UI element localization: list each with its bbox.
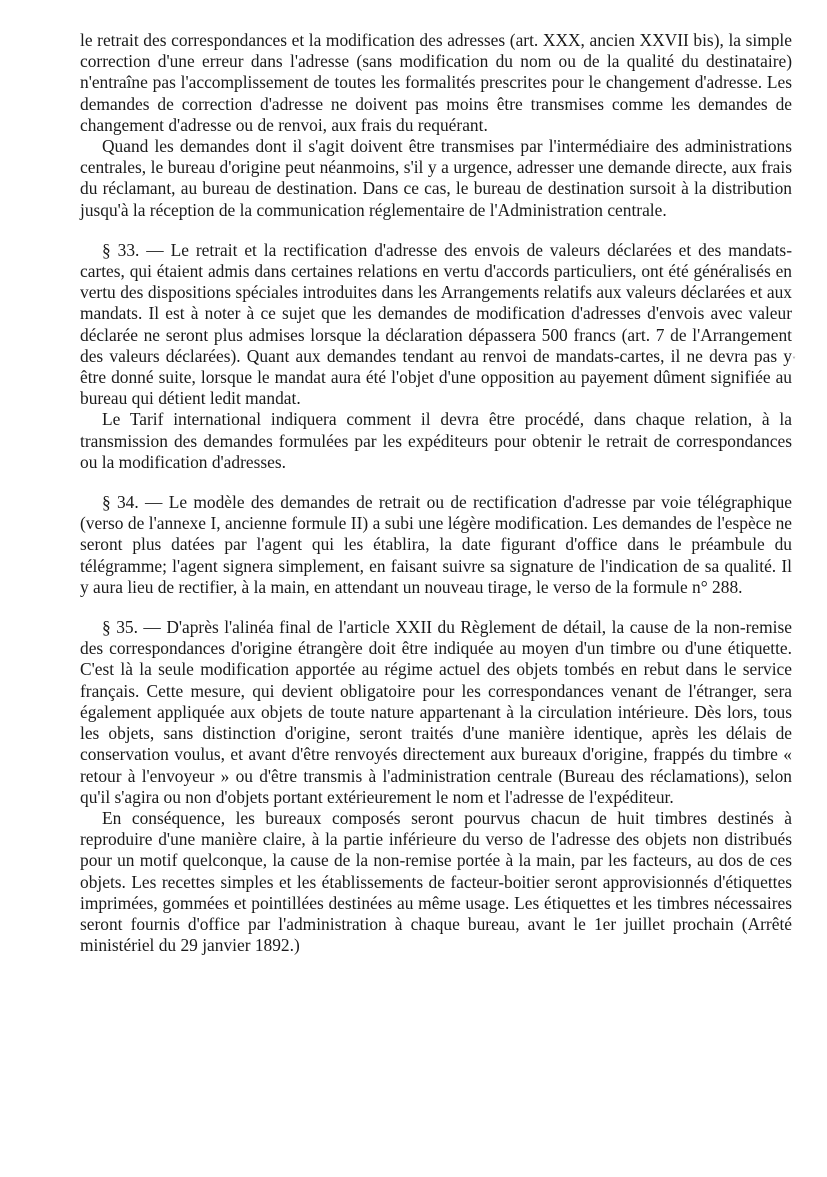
section-34-text-1: Le modèle des demandes de retrait ou de rectification d'adresse par voie télégraphique (verso de l'annexe I, ancienne formule II) a subi une légère modification. Les demandes de l'espèce ne seront plus datées par l'agent qui les établira, la date figurant d'office dans le préambule du télégramme; l'agent signera simplement, en faisant suivre sa signature de l'indication de sa qualité. Il y aura lieu de rectifier, à la main, en attendant un nouveau tirage, le verso de la formule n° 288.	[80, 492, 792, 597]
section-35-text-1: D'après l'alinéa final de l'article XXII du Règlement de détail, la cause de la non-remise des correspondances d'origine étrangère doit être indiquée au moyen d'un timbre ou d'une étiquette. C'est là la seule modification apportée au régime actuel des objets tombés en rebut dans le service français. Cette mesure, qui devient obligatoire pour les correspondances venant de l'étranger, sera également appliquée aux objets de toute nature appartenant à la circulation intérieure. Dès lors, tous les objets, sans distinction d'origine, seront traités d'une manière identique, après les délais de conservation voulus, et avant d'être renvoyés directement aux bureaux d'origine, frappés du timbre « retour à l'envoyeur » ou d'être transmis à l'administration centrale (Bureau des réclamations), selon qu'il s'agira ou non d'objets portant extérieurement le nom et l'adresse de l'expéditeur.	[80, 617, 792, 807]
section-33-number: § 33. —	[102, 239, 164, 260]
margin-mark: ˅	[792, 356, 796, 365]
section-33-text-1: Le retrait et la rectification d'adresse des envois de valeurs déclarées et des mandats-cartes, qui étaient admis dans certaines relations en vertu d'accords particuliers, ont été généralisés en vertu des dispositions spéciales introduites dans les Arrangements relatifs aux valeurs déclarées et aux mandats. Il est à noter à ce sujet que les demandes de modification d'adresses d'envois avec valeur déclarée ne seront plus admises lorsque la déclaration dépassera 500 francs (art. 7 de l'Arrangement des valeurs déclarées). Quant aux demandes tendant au renvoi de mandats-cartes, il ne devra pas y être donné suite, lorsque le mandat aura été l'objet d'une opposition au payement dûment signifiée au bureau qui détient ledit mandat.	[80, 239, 792, 409]
intro-paragraph-2: Quand les demandes dont il s'agit doivent être transmises par l'intermédiaire des administrations centrales, le bureau d'origine peut néanmoins, s'il y a urgence, adresser une demande directe, aux frais du réclamant, au bureau de destination. Dans ce cas, le bureau de destination sursoit à la distribution jusqu'à la réception de la communication réglementaire de l'Administration centrale.	[80, 136, 792, 220]
document-page	[80, 30, 792, 956]
section-35	[80, 617, 792, 956]
section-34-number: § 34. —	[102, 492, 163, 513]
section-33-paragraph-2: Le Tarif international indiquera comment il devra être procédé, dans chaque relation, à la transmission des demandes formulées par les expéditeurs pour obtenir le retrait de correspondances ou la modification d'adresses.	[80, 409, 792, 472]
section-34	[80, 492, 792, 598]
section-33	[80, 240, 792, 473]
section-34-paragraph-1	[80, 492, 792, 598]
section-33-paragraph-1	[80, 240, 792, 410]
intro-paragraph-1: le retrait des correspondances et la modification des adresses (art. XXX, ancien XXVII bis), la simple correction d'une erreur dans l'adresse (sans modification du nom ou de la qualité du destinataire) n'entraîne pas l'accomplissement de toutes les formalités prescrites pour le changement d'adresse. Les demandes de correction d'adresse ne doivent pas moins être transmises comme les demandes de changement d'adresse ou de renvoi, aux frais du requérant.	[80, 30, 792, 135]
section-35-paragraph-2: En conséquence, les bureaux composés seront pourvus chacun de huit timbres destinés à reproduire d'une manière claire, à la partie inférieure du verso de l'adresse des objets non distribués pour un motif quelconque, la cause de la non-remise portée à la main, par les facteurs, au dos de ces objets. Les recettes simples et les établissements de facteur-boitier seront approvisionnés d'étiquettes imprimées, gommées et pointillées destinées au même usage. Les étiquettes et les timbres nécessaires seront fournis d'office par l'administration à chaque bureau, avant le 1er juillet prochain (Arrêté ministériel du 29 janvier 1892.)	[80, 807, 792, 956]
section-35-paragraph-1	[80, 617, 792, 808]
section-35-number: § 35. —	[102, 617, 161, 638]
